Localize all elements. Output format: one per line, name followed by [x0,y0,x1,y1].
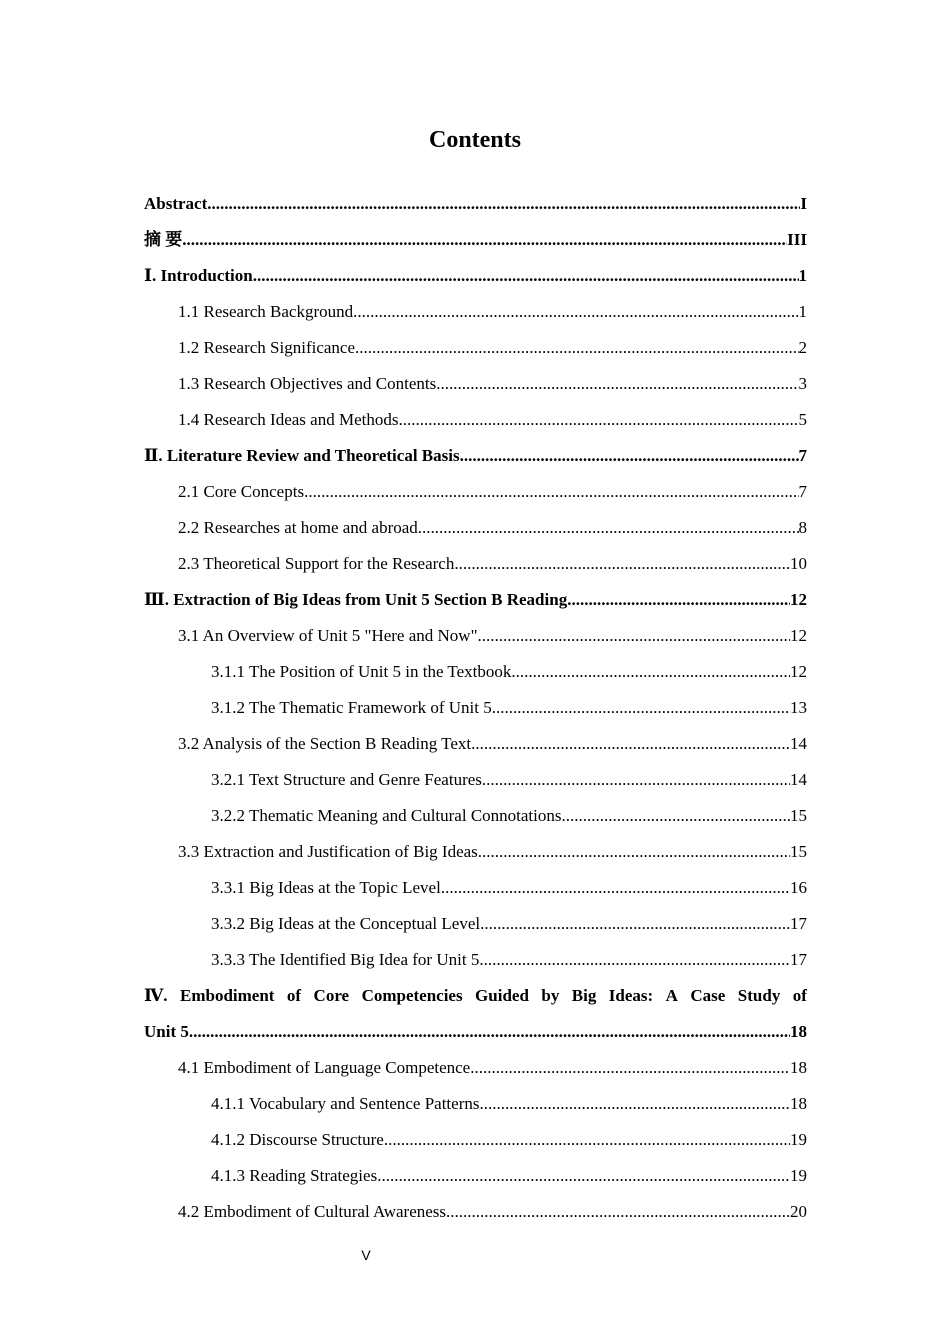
toc-page-number: 12 [790,626,807,645]
toc-entry-title: 3.2 Analysis of the Section B Reading Text [178,734,472,753]
toc-entry[interactable] [144,1194,807,1230]
toc-page-number: 7 [798,482,807,501]
toc-entry-title: 2.3 Theoretical Support for the Research [178,554,455,573]
toc-page-number: 14 [790,734,807,753]
toc-entry-title: 3.1.1 The Position of Unit 5 in the Textbook [211,662,512,681]
toc-entry[interactable] [144,438,807,474]
toc-entry[interactable] [144,762,807,798]
toc-entry-title: 3.1.2 The Thematic Framework of Unit 5 [211,698,492,717]
toc-entry-title: 1.2 Research Significance [178,338,356,357]
toc-entry[interactable] [144,942,807,978]
page-title: Contents [428,127,521,153]
toc-entry-title: 3.1 An Overview of Unit 5 "Here and Now" [178,626,478,645]
dot-leader [460,438,799,474]
toc-entry[interactable] [144,654,807,690]
dot-leader [567,582,790,618]
toc-entry[interactable] [144,906,807,942]
toc-page-number: 8 [798,518,807,537]
toc-entry[interactable] [144,186,807,222]
dot-leader [182,222,787,258]
toc-entry[interactable] [144,366,807,402]
toc-entry-title: Abstract [144,194,208,213]
toc-page-number: 2 [798,338,807,357]
toc-page-number: 12 [790,590,807,609]
toc-entry-title: Ⅳ. Embodiment of Core Competencies Guided by Big Ideas: A Case Study of [144,986,807,1005]
dot-leader [207,186,800,222]
toc-entry-title: Ⅲ. Extraction of Big Ideas from Unit 5 Section B Reading [144,590,568,609]
dot-leader [492,690,790,726]
toc-entry[interactable] [144,294,807,330]
toc-entry-title: 3.3.3 The Identified Big Idea for Unit 5 [211,950,480,969]
dot-leader [355,330,798,366]
dot-leader [189,1014,790,1050]
toc-entry-line[interactable] [144,978,807,1014]
toc-page-number: 5 [798,410,807,429]
toc-entry[interactable] [144,546,807,582]
toc-entry-title: 2.1 Core Concepts [178,482,305,501]
dot-leader [479,942,790,978]
dot-leader [253,258,799,294]
toc-page-number: 1 [798,266,807,285]
dot-leader [480,906,790,942]
toc-entry[interactable] [144,834,807,870]
toc-entry-title: 3.2.1 Text Structure and Genre Features [211,770,482,789]
dot-leader [470,1050,790,1086]
toc-entry[interactable] [144,1014,807,1050]
dot-leader [398,402,798,438]
dot-leader [454,546,790,582]
dot-leader [471,726,790,762]
toc-entry[interactable] [144,1158,807,1194]
toc-page-number: 19 [790,1130,807,1149]
toc-page-number: 7 [798,446,807,465]
dot-leader [304,474,798,510]
toc-page-number: III [787,230,807,249]
toc-entry-title: 4.1.1 Vocabulary and Sentence Patterns [211,1094,480,1113]
toc-entry[interactable] [144,510,807,546]
toc-entry-title: 3.3.1 Big Ideas at the Topic Level [211,878,441,897]
toc-entry-title: 4.2 Embodiment of Cultural Awareness [178,1202,447,1221]
toc-page-number: 12 [790,662,807,681]
toc-entry[interactable] [144,798,807,834]
toc-page-number: 19 [790,1166,807,1185]
toc-entry-title: 摘 要 [144,230,183,249]
toc-entry[interactable] [144,258,807,294]
toc-page-number: 18 [790,1094,807,1113]
dot-leader [482,762,790,798]
toc-page-number: 10 [790,554,807,573]
toc-page-number: 18 [790,1022,807,1041]
toc-entry-title: 1.4 Research Ideas and Methods [178,410,399,429]
toc-entry-title: 3.3 Extraction and Justification of Big Ideas [178,842,478,861]
toc-entry[interactable] [144,330,807,366]
toc-entry-title: 4.1 Embodiment of Language Competence [178,1058,471,1077]
toc-entry[interactable] [144,474,807,510]
dot-leader [377,1158,790,1194]
toc-entry[interactable] [144,1050,807,1086]
dot-leader [562,798,791,834]
toc-page-number: 15 [790,806,807,825]
toc-page-number: 17 [790,914,807,933]
toc-entry-title: Ⅱ. Literature Review and Theoretical Basis [144,446,460,465]
dot-leader [478,618,790,654]
dot-leader [418,510,799,546]
toc-page-number: 15 [790,842,807,861]
toc-page-number: 3 [798,374,807,393]
toc-page-number: 16 [790,878,807,897]
toc-page-number: 1 [798,302,807,321]
dot-leader [384,1122,790,1158]
toc-entry[interactable] [144,582,807,618]
toc-entry-title: 4.1.3 Reading Strategies [211,1166,378,1185]
page-number: V [361,1247,371,1263]
dot-leader [436,366,798,402]
toc-entry-title: 1.1 Research Background [178,302,354,321]
toc-entry[interactable] [144,618,807,654]
toc-entry-title: 3.3.2 Big Ideas at the Conceptual Level [211,914,481,933]
toc-page-number: 13 [790,698,807,717]
toc-page-number: 17 [790,950,807,969]
dot-leader [479,1086,790,1122]
toc-entry[interactable] [144,1086,807,1122]
toc-entry-title: 1.3 Research Objectives and Contents [178,374,437,393]
toc-entry-title: 4.1.2 Discourse Structure [211,1130,384,1149]
toc-entry-title: 3.2.2 Thematic Meaning and Cultural Connotations [211,806,562,825]
toc-entry-title: Unit 5 [144,1022,189,1041]
toc-entry[interactable] [144,1122,807,1158]
toc-entry[interactable] [144,690,807,726]
toc-page-number: 14 [790,770,807,789]
table-of-contents [144,186,807,1230]
toc-entry[interactable] [144,726,807,762]
toc-page-number: I [800,194,807,213]
toc-entry[interactable] [144,870,807,906]
toc-page-number: 20 [790,1202,807,1221]
toc-entry[interactable] [144,402,807,438]
toc-entry[interactable] [144,222,807,258]
dot-leader [511,654,790,690]
dot-leader [478,834,790,870]
dot-leader [446,1194,790,1230]
dot-leader [441,870,790,906]
toc-page-number: 18 [790,1058,807,1077]
toc-entry-title: Ⅰ. Introduction [144,266,253,285]
toc-entry-title: 2.2 Researches at home and abroad [178,518,418,537]
dot-leader [353,294,798,330]
